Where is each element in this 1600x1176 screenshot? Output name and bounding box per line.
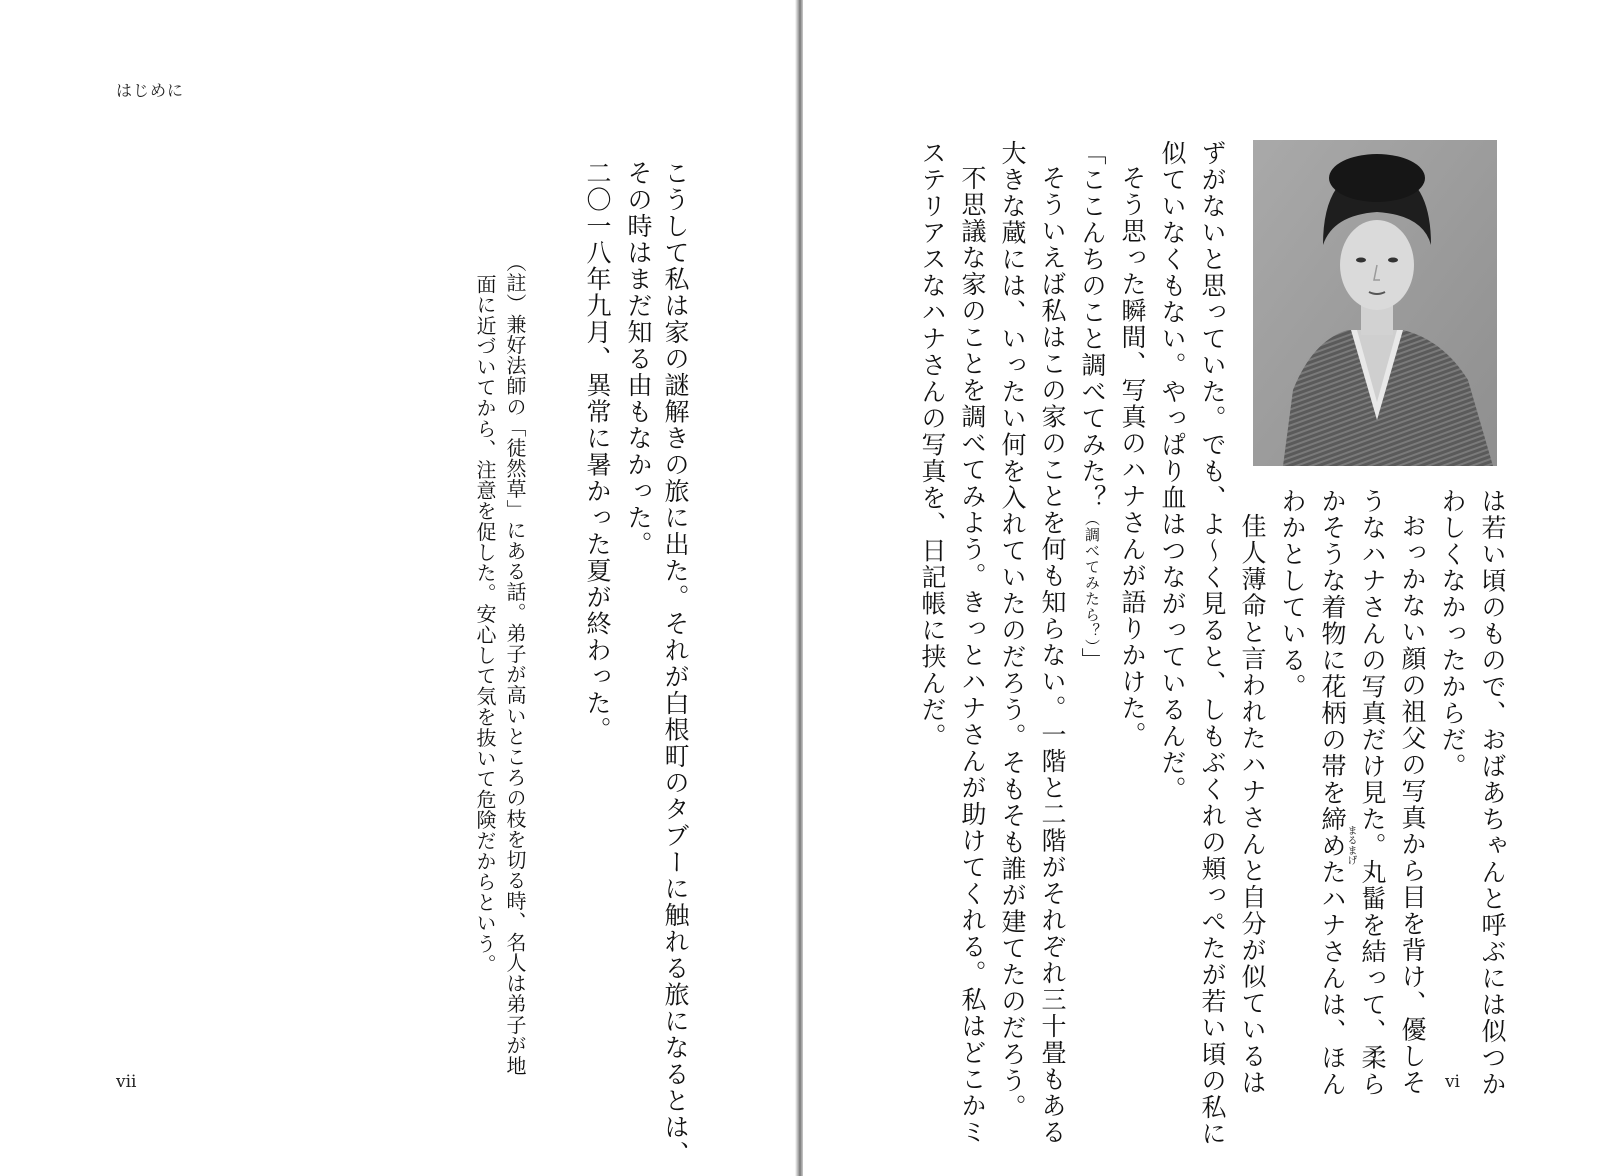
page-number: vi	[1444, 1072, 1460, 1092]
body-line: おっかない顔の祖父の写真から目を背け、優しそ	[1398, 513, 1427, 1096]
body-line: ステリアスなハナさんの写真を、日記帳に挟んだ。	[918, 140, 947, 750]
body-line: わしくなかったからだ。	[1438, 488, 1467, 780]
left-page	[0, 0, 797, 1176]
body-line: 佳人薄命と言われたハナさんと自分が似ているは	[1238, 513, 1267, 1096]
footnote-line: 面に近づいてから、注意を促した。安心して気を抜いて危険だからという。	[473, 274, 497, 975]
ruby-annotation: まるまげ	[1345, 825, 1356, 865]
body-line: ずがないと思っていた。でも、よ〜く見ると、しもぶくれの頬っぺたが若い頃の私に	[1198, 140, 1227, 1147]
body-line: そう思った瞬間、写真のハナさんが語りかけた。	[1118, 165, 1147, 748]
dialogue-aside: （調べてみたら？）	[1083, 511, 1101, 648]
running-head: はじめに	[116, 81, 185, 100]
body-line: 不思議な家のことを調べてみよう。きっとハナさんが助けてくれる。私はどこかミ	[958, 165, 987, 1146]
body-line: その時はまだ知る由もなかった。	[624, 160, 653, 558]
page-number: vii	[116, 1072, 137, 1092]
dialogue-text: 「ここんちのこと調べてみた？	[1078, 140, 1107, 511]
footnote-line: （註）兼好法師の「徒然草」にある話。弟子が高いところの枝を切る時、名人は弟子が地	[503, 252, 527, 1076]
right-page	[803, 0, 1600, 1176]
body-line: わかとしている。	[1278, 488, 1307, 700]
dialogue-close: 」	[1078, 647, 1107, 674]
body-line: かそうな着物に花柄の帯を締めたハナさんは、ほん	[1318, 488, 1347, 1098]
body-line: 似ていなくもない。やっぱり血はつながっているんだ。	[1158, 140, 1187, 803]
body-line: そういえば私はこの家のことを何も知らない。一階と二階がそれぞれ三十畳もある	[1038, 165, 1067, 1146]
body-line: は若い頃のもので、おばあちゃんと呼ぶには似つか	[1478, 488, 1507, 1098]
dialogue-line	[1080, 140, 1105, 674]
body-line: 大きな蔵には、いったい何を入れていたのだろう。そもそも誰が建てたのだろう。	[998, 140, 1027, 1121]
body-line: こうして私は家の謎解きの旅に出た。それが白根町のタブーに触れる旅になるとは、	[661, 160, 690, 1167]
body-line: 二〇一八年九月、異常に暑かった夏が終わった。	[583, 160, 612, 743]
body-line: うなハナさんの写真だけ見た。丸髷を結って、柔ら	[1358, 488, 1387, 1098]
portrait-photo	[1253, 140, 1497, 466]
